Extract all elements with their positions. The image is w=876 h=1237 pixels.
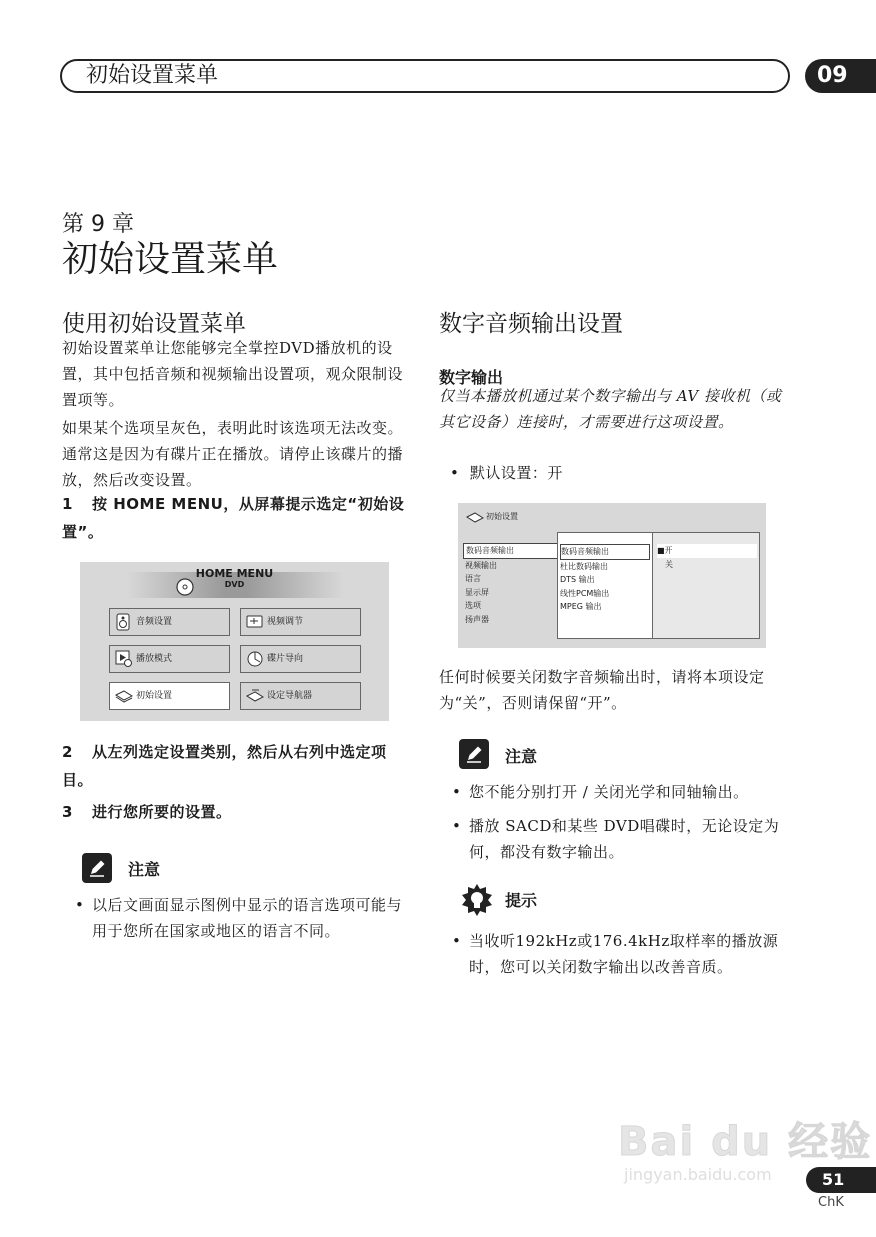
chapter-label: 第 9 章 — [62, 212, 134, 237]
list-item: • 当收听192kHz或176.4kHz取样率的播放源时，您可以关闭数字输出以改善音质。 — [449, 928, 794, 980]
menu-button-setup-navigator[interactable] — [240, 682, 361, 710]
value-option-off[interactable]: 关 — [665, 559, 673, 569]
setting-item[interactable]: 数码音频输出 — [560, 544, 650, 560]
note-list — [449, 779, 794, 873]
note-pencil-icon — [82, 853, 112, 883]
menu-button-video-adjust[interactable] — [240, 608, 361, 636]
menu-button-disc-navigator[interactable] — [240, 645, 361, 673]
menu-button-label: 初始设置 — [136, 691, 173, 701]
subsection-title-digital-output: 数字输出 — [439, 368, 504, 387]
note-title: 注意 — [505, 747, 538, 766]
category-item[interactable]: 显示屏 — [465, 587, 489, 597]
home-menu-screen — [80, 562, 389, 721]
list-item: • 您不能分别打开 / 关闭光学和同轴输出。 — [449, 779, 794, 805]
remote-icon — [115, 687, 133, 705]
setting-values-column — [652, 532, 760, 639]
setting-item[interactable]: DTS 输出 — [560, 575, 595, 584]
setting-items-column — [557, 532, 653, 639]
section-title-setup-menu: 使用初始设置菜单 — [62, 311, 246, 337]
list-item: • 播放 SACD和某些 DVD唱碟时，无论设定为何，都没有数字输出。 — [449, 813, 794, 865]
step-text: 按 HOME MENU，从屏幕提示选定“初始设置”。 — [62, 495, 405, 541]
header-title: 初始设置菜单 — [86, 63, 219, 88]
step-2 — [62, 738, 412, 794]
menu-button-label: 视频调节 — [267, 617, 304, 627]
language-code: ChK — [818, 1195, 844, 1210]
note-title: 注意 — [128, 860, 161, 879]
menu-button-label: 音频设置 — [136, 617, 173, 627]
step-text: 进行您所要的设置。 — [92, 803, 232, 821]
step-number: 2 — [62, 743, 73, 761]
digital-output-description: 仅当本播放机通过某个数字输出与 AV 接收机（或其它设备）连接时，才需要进行这项设置。 — [439, 387, 782, 431]
section-title-digital-audio: 数字音频输出设置 — [439, 311, 623, 337]
setup-navigator-icon — [246, 687, 264, 705]
remote-icon — [466, 512, 484, 524]
default-value: 开 — [547, 464, 563, 482]
home-menu-subtitle: DVD — [224, 580, 245, 589]
default-setting — [450, 460, 563, 486]
setting-item[interactable]: MPEG 输出 — [560, 602, 602, 611]
category-item[interactable]: 视频输出 — [465, 560, 497, 570]
note-list — [72, 892, 417, 952]
lightbulb-icon — [460, 883, 494, 917]
play-mode-icon — [115, 650, 133, 668]
initial-setup-screen — [458, 503, 766, 648]
default-label: 默认设置： — [469, 464, 548, 482]
note-pencil-icon — [459, 739, 489, 769]
list-item: • 以后文画面显示图例中显示的语言选项可能与用于您所在国家或地区的语言不同。 — [72, 892, 417, 944]
menu-button-label: 碟片导向 — [267, 654, 304, 664]
menu-button-audio-settings[interactable] — [109, 608, 230, 636]
category-item[interactable]: 扬声器 — [465, 614, 489, 624]
chapter-title: 初始设置菜单 — [62, 239, 279, 280]
step-3 — [62, 798, 412, 826]
home-menu-title: HOME MENU — [195, 567, 274, 580]
value-option-on[interactable]: ■开 — [657, 544, 757, 558]
watermark-url: jingyan.baidu.com — [624, 1165, 772, 1184]
step-text: 从左列选定设置类别，然后从右列中选定项目。 — [62, 743, 387, 789]
bullet: • — [450, 464, 470, 482]
category-item[interactable]: 数码音频输出 — [463, 543, 558, 559]
setting-item[interactable]: 线性PCM输出 — [560, 588, 610, 598]
tip-title: 提示 — [505, 891, 538, 910]
speaker-icon — [115, 613, 131, 631]
chapter-number-tab: 09 — [805, 59, 876, 93]
menu-button-label: 播放模式 — [136, 654, 173, 664]
paragraph-turn-off: 任何时候要关闭数字音频输出时，请将本项设定为“关”，否则请保留“开”。 — [439, 668, 765, 712]
step-1 — [62, 490, 412, 546]
setup-screen-title: 初始设置 — [486, 512, 518, 521]
step-number: 3 — [62, 803, 73, 821]
disc-navigator-icon — [246, 650, 264, 668]
menu-button-label: 设定导航器 — [267, 691, 313, 701]
watermark-logo: Bai du 经验 — [618, 1119, 873, 1165]
paragraph-intro: 初始设置菜单让您能够完全掌控DVD播放机的设置，其中包括音频和视频输出设置项，观众限制设置项等。 — [62, 339, 404, 409]
category-column — [463, 543, 558, 626]
category-item[interactable]: 选项 — [465, 601, 481, 610]
step-number: 1 — [62, 495, 73, 513]
menu-button-initial-settings[interactable] — [109, 682, 230, 710]
page-number: 51 — [806, 1167, 876, 1193]
menu-button-play-mode[interactable] — [109, 645, 230, 673]
setting-item[interactable]: 杜比数码输出 — [560, 561, 608, 571]
tip-list — [449, 928, 794, 988]
tv-adjust-icon — [246, 613, 264, 631]
paragraph-grey-options: 如果某个选项呈灰色，表明此时该选项无法改变。通常这是因为有碟片正在播放。请停止该碟片的播放，然后改变设置。 — [62, 419, 404, 489]
category-item[interactable]: 语言 — [465, 574, 481, 583]
